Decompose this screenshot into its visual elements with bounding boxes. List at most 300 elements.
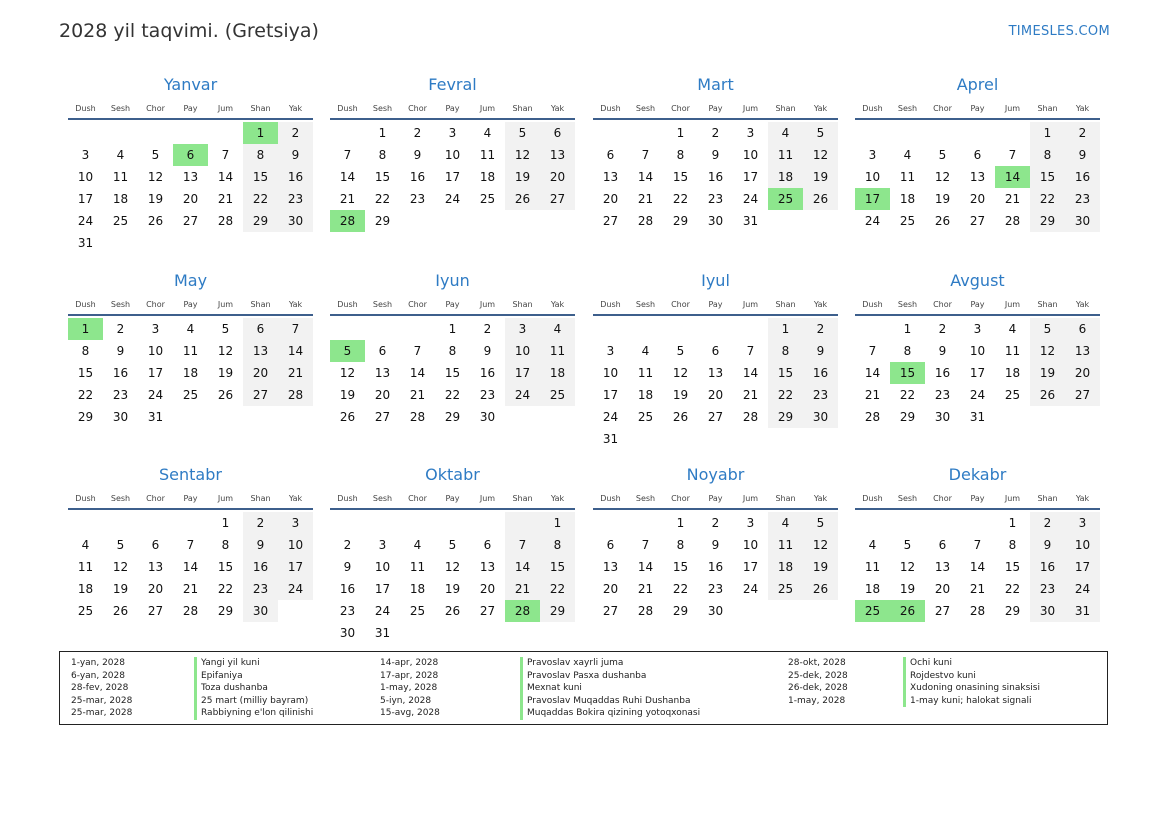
day-cell: 25 <box>899 214 916 228</box>
weekday-label: Yak <box>550 299 565 309</box>
day-cell: 11 <box>182 344 199 358</box>
day-cell: 26 <box>147 214 164 228</box>
holiday-day-cell: 26 <box>890 600 925 622</box>
day-cell: 10 <box>374 560 391 574</box>
weekday-header <box>855 488 1100 510</box>
weekday-label: Dush <box>600 493 621 503</box>
day-cell: 21 <box>637 192 654 206</box>
day-cell: 17 <box>505 362 540 384</box>
empty-cell <box>925 512 960 534</box>
day-cell: 18 <box>637 388 654 402</box>
day-cell: 19 <box>899 582 916 596</box>
day-cell: 26 <box>803 578 838 600</box>
day-cell: 21 <box>278 362 313 384</box>
day-cell: 21 <box>969 582 986 596</box>
day-cell: 28 <box>217 214 234 228</box>
day-cell: 3 <box>973 322 982 336</box>
month-name: Iyun <box>435 271 470 290</box>
empty-cell <box>435 512 470 534</box>
day-cell: 2 <box>803 318 838 340</box>
day-cell: 27 <box>182 214 199 228</box>
day-cell: 1 <box>903 322 912 336</box>
day-cell: 31 <box>374 626 391 640</box>
month-name: Avgust <box>950 271 1005 290</box>
day-cell: 9 <box>483 344 492 358</box>
empty-cell <box>628 122 663 144</box>
weekday-label: Dush <box>862 299 883 309</box>
holiday-date: 25-dek, 2028 <box>788 670 848 681</box>
day-cell: 7 <box>868 344 877 358</box>
day-cell: 3 <box>278 512 313 534</box>
day-cell: 6 <box>606 538 615 552</box>
holiday-name: Pravoslav Pasxa dushanba <box>520 670 646 683</box>
day-cell: 5 <box>803 512 838 534</box>
month-oktabr <box>330 464 575 644</box>
day-cell: 29 <box>899 410 916 424</box>
day-cell: 9 <box>116 344 125 358</box>
day-cell: 6 <box>378 344 387 358</box>
day-cell: 19 <box>147 192 164 206</box>
weekday-label: Pay <box>445 299 460 309</box>
weekday-label: Yak <box>813 299 828 309</box>
day-cell: 1 <box>676 516 685 530</box>
day-cell: 22 <box>444 388 461 402</box>
holiday-day-cell: 28 <box>330 210 365 232</box>
day-cell: 29 <box>444 410 461 424</box>
day-cell: 5 <box>116 538 125 552</box>
day-cell: 20 <box>934 582 951 596</box>
weekday-label: Dush <box>600 103 621 113</box>
holiday-name: Muqaddas Bokira qizining yotoqxonasi <box>520 707 700 720</box>
month-name: Mart <box>697 75 734 94</box>
day-cell: 9 <box>1030 534 1065 556</box>
day-cell: 3 <box>606 344 615 358</box>
day-cell: 22 <box>1004 582 1021 596</box>
day-cell: 10 <box>742 538 759 552</box>
weekday-label: Shan <box>1037 493 1058 503</box>
holiday-name: Pravoslav Muqaddas Ruhi Dushanba <box>520 695 691 708</box>
month-name: Aprel <box>956 75 999 94</box>
day-cell: 24 <box>969 388 986 402</box>
weekday-label: Shan <box>1037 299 1058 309</box>
day-cell: 23 <box>243 578 278 600</box>
day-cell: 10 <box>602 366 619 380</box>
empty-cell <box>593 122 628 144</box>
day-cell: 13 <box>147 560 164 574</box>
day-cell: 4 <box>868 538 877 552</box>
holiday-day-cell: 14 <box>995 166 1030 188</box>
weekday-label: Jum <box>742 299 759 309</box>
day-cell: 4 <box>768 512 803 534</box>
day-cell: 4 <box>186 322 195 336</box>
weekday-label: Sesh <box>372 103 393 113</box>
weekday-label: Jum <box>217 103 234 113</box>
day-cell: 4 <box>903 148 912 162</box>
day-cell: 13 <box>243 340 278 362</box>
day-cell: 9 <box>711 538 720 552</box>
day-cell: 20 <box>1065 362 1100 384</box>
day-cell: 24 <box>374 604 391 618</box>
day-grid <box>68 122 313 254</box>
day-cell: 16 <box>707 170 724 184</box>
day-cell: 11 <box>768 534 803 556</box>
weekday-label: Sesh <box>897 299 918 309</box>
holiday-legend <box>59 651 1108 725</box>
day-cell: 27 <box>602 604 619 618</box>
day-cell: 12 <box>672 366 689 380</box>
empty-cell <box>855 318 890 340</box>
weekday-label: Pay <box>445 103 460 113</box>
day-cell: 14 <box>217 170 234 184</box>
month-fevral <box>330 74 575 232</box>
day-cell: 1 <box>221 516 230 530</box>
day-cell: 8 <box>768 340 803 362</box>
day-cell: 20 <box>243 362 278 384</box>
weekday-label: Yak <box>550 103 565 113</box>
empty-cell <box>628 318 663 340</box>
weekday-header <box>855 294 1100 316</box>
day-cell: 8 <box>540 534 575 556</box>
month-iyun <box>330 270 575 428</box>
weekday-label: Yak <box>1075 493 1090 503</box>
day-cell: 14 <box>637 170 654 184</box>
day-grid <box>593 122 838 232</box>
day-cell: 15 <box>672 560 689 574</box>
day-cell: 30 <box>479 410 496 424</box>
day-cell: 28 <box>637 214 654 228</box>
day-cell: 24 <box>742 582 759 596</box>
day-cell: 31 <box>969 410 986 424</box>
weekday-label: Shan <box>250 103 271 113</box>
day-cell: 16 <box>934 366 951 380</box>
day-cell: 20 <box>602 582 619 596</box>
day-cell: 26 <box>934 214 951 228</box>
day-cell: 7 <box>413 344 422 358</box>
holiday-date: 15-avg, 2028 <box>380 708 440 719</box>
empty-cell <box>103 512 138 534</box>
day-cell: 20 <box>374 388 391 402</box>
weekday-label: Dush <box>862 103 883 113</box>
day-grid <box>68 512 313 622</box>
weekday-label: Jum <box>1004 103 1021 113</box>
empty-cell <box>173 122 208 144</box>
empty-cell <box>505 512 540 534</box>
day-cell: 23 <box>1030 578 1065 600</box>
weekday-label: Dush <box>337 103 358 113</box>
day-cell: 3 <box>746 126 755 140</box>
weekday-label: Sesh <box>635 103 656 113</box>
day-cell: 13 <box>374 366 391 380</box>
day-cell: 1 <box>540 512 575 534</box>
day-cell: 1 <box>378 126 387 140</box>
day-cell: 30 <box>1065 210 1100 232</box>
empty-cell <box>593 512 628 534</box>
day-cell: 6 <box>540 122 575 144</box>
day-cell: 30 <box>278 210 313 232</box>
day-cell: 10 <box>1065 534 1100 556</box>
day-cell: 15 <box>243 166 278 188</box>
day-cell: 28 <box>1004 214 1021 228</box>
day-cell: 13 <box>540 144 575 166</box>
day-cell: 17 <box>969 366 986 380</box>
day-cell: 6 <box>243 318 278 340</box>
weekday-label: Chor <box>933 493 952 503</box>
weekday-label: Pay <box>708 493 723 503</box>
day-cell: 11 <box>112 170 129 184</box>
day-cell: 2 <box>483 322 492 336</box>
month-noyabr <box>593 464 838 622</box>
day-cell: 13 <box>479 560 496 574</box>
holiday-day-cell: 6 <box>173 144 208 166</box>
day-cell: 10 <box>444 148 461 162</box>
day-cell: 13 <box>602 560 619 574</box>
day-cell: 11 <box>637 366 654 380</box>
day-cell: 13 <box>969 170 986 184</box>
day-cell: 27 <box>243 384 278 406</box>
empty-cell <box>208 122 243 144</box>
day-cell: 2 <box>711 516 720 530</box>
day-cell: 1 <box>1008 516 1017 530</box>
day-cell: 10 <box>147 344 164 358</box>
day-cell: 10 <box>505 340 540 362</box>
empty-cell <box>960 122 995 144</box>
day-cell: 26 <box>1030 384 1065 406</box>
day-cell: 19 <box>672 388 689 402</box>
empty-cell <box>68 122 103 144</box>
weekday-label: Shan <box>1037 103 1058 113</box>
holiday-date: 1-may, 2028 <box>380 683 438 694</box>
day-cell: 22 <box>77 388 94 402</box>
empty-cell <box>995 122 1030 144</box>
day-cell: 26 <box>217 388 234 402</box>
weekday-label: Chor <box>933 103 952 113</box>
day-cell: 19 <box>339 388 356 402</box>
empty-cell <box>855 512 890 534</box>
day-grid <box>330 122 575 232</box>
day-cell: 24 <box>602 410 619 424</box>
weekday-label: Dush <box>862 493 883 503</box>
day-cell: 21 <box>637 582 654 596</box>
day-cell: 22 <box>243 188 278 210</box>
day-cell: 18 <box>1004 366 1021 380</box>
day-cell: 23 <box>479 388 496 402</box>
day-cell: 27 <box>707 410 724 424</box>
weekday-header <box>855 98 1100 120</box>
weekday-label: Yak <box>1075 103 1090 113</box>
day-cell: 19 <box>803 556 838 578</box>
day-cell: 17 <box>278 556 313 578</box>
day-cell: 15 <box>444 366 461 380</box>
day-cell: 22 <box>540 578 575 600</box>
empty-cell <box>138 122 173 144</box>
day-cell: 25 <box>112 214 129 228</box>
day-cell: 7 <box>505 534 540 556</box>
weekday-label: Jum <box>1004 493 1021 503</box>
day-cell: 5 <box>903 538 912 552</box>
page-title: 2028 yil taqvimi. (Gretsiya) <box>59 20 319 42</box>
day-cell: 15 <box>540 556 575 578</box>
holiday-date: 6-yan, 2028 <box>71 670 125 681</box>
month-iyul <box>593 270 838 450</box>
day-cell: 4 <box>768 122 803 144</box>
empty-cell <box>663 318 698 340</box>
day-cell: 18 <box>182 366 199 380</box>
day-cell: 29 <box>540 600 575 622</box>
day-cell: 30 <box>112 410 129 424</box>
holiday-name: Toza dushanba <box>194 682 268 695</box>
holiday-name: 25 mart (milliy bayram) <box>194 695 308 708</box>
day-cell: 23 <box>707 582 724 596</box>
day-cell: 16 <box>707 560 724 574</box>
day-cell: 21 <box>864 388 881 402</box>
day-cell: 12 <box>505 144 540 166</box>
day-cell: 11 <box>864 560 881 574</box>
day-cell: 6 <box>1065 318 1100 340</box>
day-cell: 12 <box>803 534 838 556</box>
day-cell: 7 <box>973 538 982 552</box>
day-cell: 7 <box>186 538 195 552</box>
day-grid <box>330 512 575 644</box>
day-cell: 25 <box>637 410 654 424</box>
day-cell: 19 <box>112 582 129 596</box>
day-grid <box>330 318 575 428</box>
site-logo-link[interactable]: TIMESLES.COM <box>1008 24 1110 39</box>
day-grid <box>593 512 838 622</box>
day-cell: 23 <box>803 384 838 406</box>
day-cell: 27 <box>602 214 619 228</box>
weekday-label: Shan <box>775 493 796 503</box>
day-cell: 31 <box>147 410 164 424</box>
day-cell: 31 <box>742 214 759 228</box>
month-avgust <box>855 270 1100 428</box>
day-cell: 21 <box>217 192 234 206</box>
day-cell: 23 <box>112 388 129 402</box>
day-cell: 3 <box>151 322 160 336</box>
day-cell: 7 <box>278 318 313 340</box>
day-cell: 21 <box>409 388 426 402</box>
day-cell: 17 <box>77 192 94 206</box>
weekday-label: Shan <box>512 299 533 309</box>
weekday-label: Sesh <box>897 493 918 503</box>
day-cell: 1 <box>676 126 685 140</box>
month-yanvar <box>68 74 313 254</box>
month-name: May <box>173 271 208 290</box>
day-cell: 9 <box>278 144 313 166</box>
day-cell: 10 <box>742 148 759 162</box>
day-cell: 12 <box>339 366 356 380</box>
day-cell: 22 <box>672 192 689 206</box>
day-cell: 21 <box>1004 192 1021 206</box>
empty-cell <box>890 512 925 534</box>
day-cell: 15 <box>672 170 689 184</box>
day-cell: 29 <box>374 214 391 228</box>
day-cell: 6 <box>483 538 492 552</box>
empty-cell <box>855 122 890 144</box>
holiday-day-cell: 25 <box>768 188 803 210</box>
day-cell: 30 <box>707 214 724 228</box>
empty-cell <box>698 318 733 340</box>
day-cell: 14 <box>742 366 759 380</box>
empty-cell <box>733 318 768 340</box>
day-cell: 8 <box>243 144 278 166</box>
weekday-header <box>68 98 313 120</box>
day-cell: 20 <box>479 582 496 596</box>
day-cell: 2 <box>243 512 278 534</box>
day-cell: 5 <box>938 148 947 162</box>
weekday-header <box>68 488 313 510</box>
day-cell: 2 <box>711 126 720 140</box>
day-cell: 23 <box>934 388 951 402</box>
day-cell: 9 <box>711 148 720 162</box>
holiday-day-cell: 1 <box>68 318 103 340</box>
empty-cell <box>400 512 435 534</box>
empty-cell <box>68 512 103 534</box>
holiday-date: 25-mar, 2028 <box>71 708 133 719</box>
day-cell: 12 <box>112 560 129 574</box>
day-cell: 27 <box>147 604 164 618</box>
weekday-label: Shan <box>775 103 796 113</box>
day-cell: 16 <box>243 556 278 578</box>
day-cell: 25 <box>768 578 803 600</box>
weekday-label: Sesh <box>635 299 656 309</box>
day-cell: 8 <box>676 148 685 162</box>
weekday-label: Shan <box>512 493 533 503</box>
day-cell: 16 <box>479 366 496 380</box>
day-cell: 12 <box>803 144 838 166</box>
empty-cell <box>330 122 365 144</box>
month-name: Sentabr <box>159 465 222 484</box>
day-cell: 15 <box>1030 166 1065 188</box>
day-cell: 26 <box>803 188 838 210</box>
day-cell: 7 <box>641 538 650 552</box>
day-cell: 28 <box>969 604 986 618</box>
day-cell: 30 <box>339 626 356 640</box>
day-cell: 15 <box>217 560 234 574</box>
empty-cell <box>330 512 365 534</box>
day-cell: 3 <box>81 148 90 162</box>
weekday-label: Pay <box>970 103 985 113</box>
day-cell: 11 <box>899 170 916 184</box>
day-grid <box>855 318 1100 428</box>
day-cell: 22 <box>374 192 391 206</box>
day-cell: 16 <box>112 366 129 380</box>
weekday-header <box>593 294 838 316</box>
day-cell: 26 <box>672 410 689 424</box>
day-cell: 8 <box>676 538 685 552</box>
day-cell: 12 <box>934 170 951 184</box>
day-cell: 14 <box>409 366 426 380</box>
day-cell: 11 <box>1004 344 1021 358</box>
day-cell: 19 <box>934 192 951 206</box>
day-cell: 28 <box>637 604 654 618</box>
day-cell: 17 <box>147 366 164 380</box>
month-name: Noyabr <box>686 465 745 484</box>
day-cell: 9 <box>343 560 352 574</box>
holiday-name: Mexnat kuni <box>520 682 582 695</box>
holiday-date: 5-iyn, 2028 <box>380 695 432 706</box>
day-grid <box>68 318 313 428</box>
day-cell: 17 <box>742 560 759 574</box>
day-cell: 27 <box>934 604 951 618</box>
holiday-name: Ochi kuni <box>903 657 952 670</box>
day-cell: 22 <box>768 384 803 406</box>
weekday-label: Chor <box>933 299 952 309</box>
day-cell: 20 <box>182 192 199 206</box>
day-cell: 12 <box>1030 340 1065 362</box>
day-cell: 19 <box>444 582 461 596</box>
day-cell: 7 <box>746 344 755 358</box>
holiday-name: Rojdestvo kuni <box>903 670 976 683</box>
